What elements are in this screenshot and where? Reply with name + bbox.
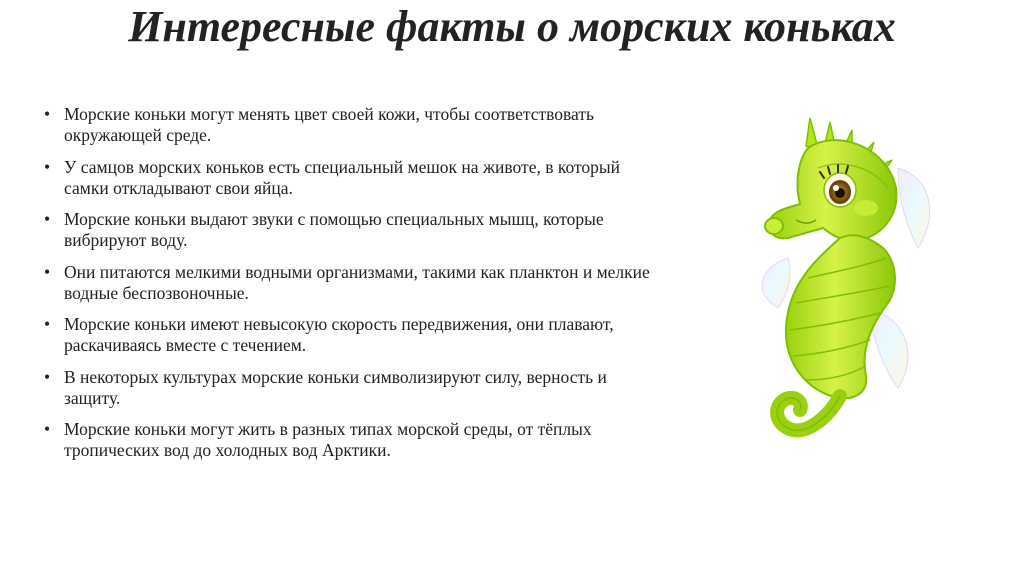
list-item — [44, 104, 664, 146]
bullet-marker: • — [44, 104, 51, 124]
bullet-marker: • — [44, 209, 51, 229]
list-item — [44, 314, 664, 356]
seahorse-illustration — [748, 108, 934, 460]
bullet-marker: • — [44, 419, 51, 439]
bullet-marker: • — [44, 314, 51, 334]
list-item — [44, 367, 664, 409]
list-item — [44, 419, 664, 461]
list-item-text: В некоторых культурах морские коньки символизируют силу, верность и защиту. — [64, 366, 607, 408]
list-item — [44, 209, 664, 251]
list-item-text: Морские коньки выдают звуки с помощью специальных мышц, которые вибрируют воду. — [64, 209, 604, 250]
slide-title: Интересные факты о морских коньках — [128, 2, 896, 51]
bullet-marker: • — [44, 156, 51, 177]
list-item-text: У самцов морских коньков есть специальный мешок на животе, в который самки откладывают свои яйца. — [64, 156, 621, 198]
list-item — [44, 262, 664, 304]
list-item-text: Морские коньки имеют невысокую скорость передвижения, они плавают, раскачиваясь вместе с течением. — [64, 314, 614, 355]
list-item-text: Морские коньки могут жить в разных типах морской среды, от тёплых тропических вод до холодных вод Арктики. — [64, 419, 592, 460]
list-item-text: Морские коньки могут менять цвет своей кожи, чтобы соответствовать окружающей среде. — [64, 104, 594, 145]
bullet-marker: • — [44, 366, 51, 387]
bullet-marker: • — [44, 261, 51, 282]
facts-list — [44, 104, 664, 472]
list-item — [44, 157, 664, 199]
list-item-text: Они питаются мелкими водными организмами, такими как планктон и мелкие водные беспозвоночные. — [64, 261, 650, 303]
seahorse-icon — [748, 108, 934, 460]
